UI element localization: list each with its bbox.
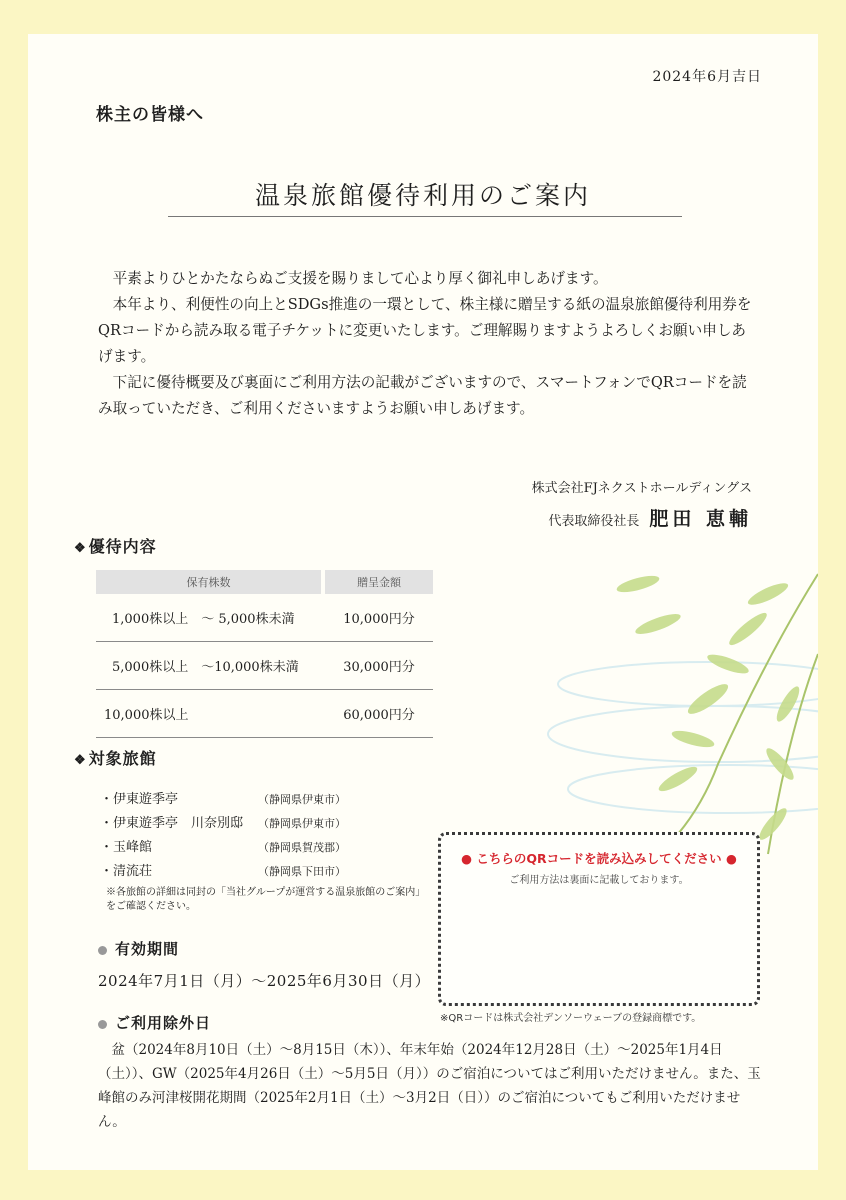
diamond-marker-icon: ❖ xyxy=(74,541,87,556)
notice-sheet xyxy=(28,34,818,1170)
table-row xyxy=(96,642,433,690)
qr-title: ● こちらのQRコードを読み込みしてください ● xyxy=(461,851,737,866)
benefit-heading-label: 優待内容 xyxy=(88,537,157,556)
inn-name: ・玉峰館 xyxy=(100,840,153,855)
inn-name: ・伊東遊季亭 川奈別邸 xyxy=(100,816,244,831)
amount-cell: 10,000円分 xyxy=(325,594,433,642)
inn-name: ・伊東遊季亭 xyxy=(100,792,179,807)
validity-heading xyxy=(98,938,179,959)
body-paragraph: 平素よりひとかたならぬご支援を賜りまして心より厚く御礼申しあげます。 xyxy=(112,270,608,287)
page-title: 温泉旅館優待利用のご案内 xyxy=(254,181,591,210)
president-name: 肥田 恵輔 xyxy=(649,508,752,530)
letter-body xyxy=(98,266,758,422)
table-row xyxy=(96,690,433,738)
inn-location: （静岡県下田市） xyxy=(258,865,346,878)
amount-cell: 60,000円分 xyxy=(325,690,433,738)
shares-cell: 5,000株以上 ～10,000株未満 xyxy=(96,642,321,690)
inn-name: ・清流荘 xyxy=(100,864,153,879)
bullet-dot-icon xyxy=(98,946,107,955)
signature-block xyxy=(532,474,752,537)
inns-heading-label: 対象旅館 xyxy=(88,749,157,768)
column-header: 保有株数 xyxy=(96,570,321,594)
benefit-heading xyxy=(74,534,157,557)
shares-cell: 1,000株以上 ～ 5,000株未満 xyxy=(96,594,321,642)
company-name: 株式会社FJネクストホールディングス xyxy=(531,481,752,496)
validity-period: 2024年7月1日（月）～2025年6月30日（月） xyxy=(98,972,431,990)
table-header-row xyxy=(96,570,433,594)
shares-cell: 10,000株以上 xyxy=(96,690,321,738)
issue-date: 2024年6月吉日 xyxy=(652,69,762,85)
exclusion-paragraph: 盆（2024年8月10日（土）～8月15日（木））、年末年始（2024年12月28日（土）～2025年1月4日（土））、GW（2025年4月26日（土）～5月5日（月））のご宿泊についてはご利用いただけません。また、玉峰館のみ河津桜開花期間（2025年2月1日（土）～3月2日（日））のご宿泊についてもご利用いただけません。 xyxy=(98,1042,761,1130)
inns-heading xyxy=(74,746,157,769)
president-title: 代表取締役社長 xyxy=(548,514,640,529)
inn-location: （静岡県賀茂郡） xyxy=(258,841,346,854)
greeting: 株主の皆様へ xyxy=(96,105,204,125)
exclusion-text xyxy=(98,1038,766,1134)
inn-list xyxy=(100,788,346,884)
validity-heading-label: 有効期間 xyxy=(115,940,180,958)
inn-location: （静岡県伊東市） xyxy=(258,793,346,806)
title-underline xyxy=(168,216,682,217)
qr-subtitle: ご利用方法は裏面に記載しております。 xyxy=(509,875,689,886)
diamond-marker-icon: ❖ xyxy=(74,753,87,768)
exclusion-heading xyxy=(98,1012,211,1033)
column-header: 贈呈金額 xyxy=(325,570,433,594)
table-row xyxy=(96,594,433,642)
qr-code-area[interactable] xyxy=(438,832,760,1006)
benefit-table xyxy=(96,570,433,738)
inn-note: ※各旅館の詳細は同封の「当社グループが運営する温泉旅館のご案内」をご確認ください。 xyxy=(106,887,426,912)
body-paragraph: 下記に優待概要及び裏面にご利用方法の記載がございますので、スマートフォンでQRコードを読み取っていただき、ご利用くださいますようお願い申しあげます。 xyxy=(98,374,747,417)
exclusion-heading-label: ご利用除外日 xyxy=(115,1014,212,1032)
inn-location: （静岡県伊東市） xyxy=(258,817,346,830)
president-line xyxy=(532,504,752,537)
list-item xyxy=(100,836,346,860)
list-item xyxy=(100,788,346,812)
amount-cell: 30,000円分 xyxy=(325,642,433,690)
willow-leaves-illustration xyxy=(518,534,818,874)
list-item xyxy=(100,812,346,836)
bullet-dot-icon xyxy=(98,1020,107,1029)
list-item xyxy=(100,860,346,884)
body-paragraph: 本年より、利便性の向上とSDGs推進の一環として、株主様に贈呈する紙の温泉旅館優待利用券をQRコードから読み取る電子チケットに変更いたします。ご理解賜りますようよろしくお願い申しあげます。 xyxy=(98,296,752,365)
qr-trademark-note: ※QRコードは株式会社デンソーウェーブの登録商標です。 xyxy=(440,1013,702,1024)
